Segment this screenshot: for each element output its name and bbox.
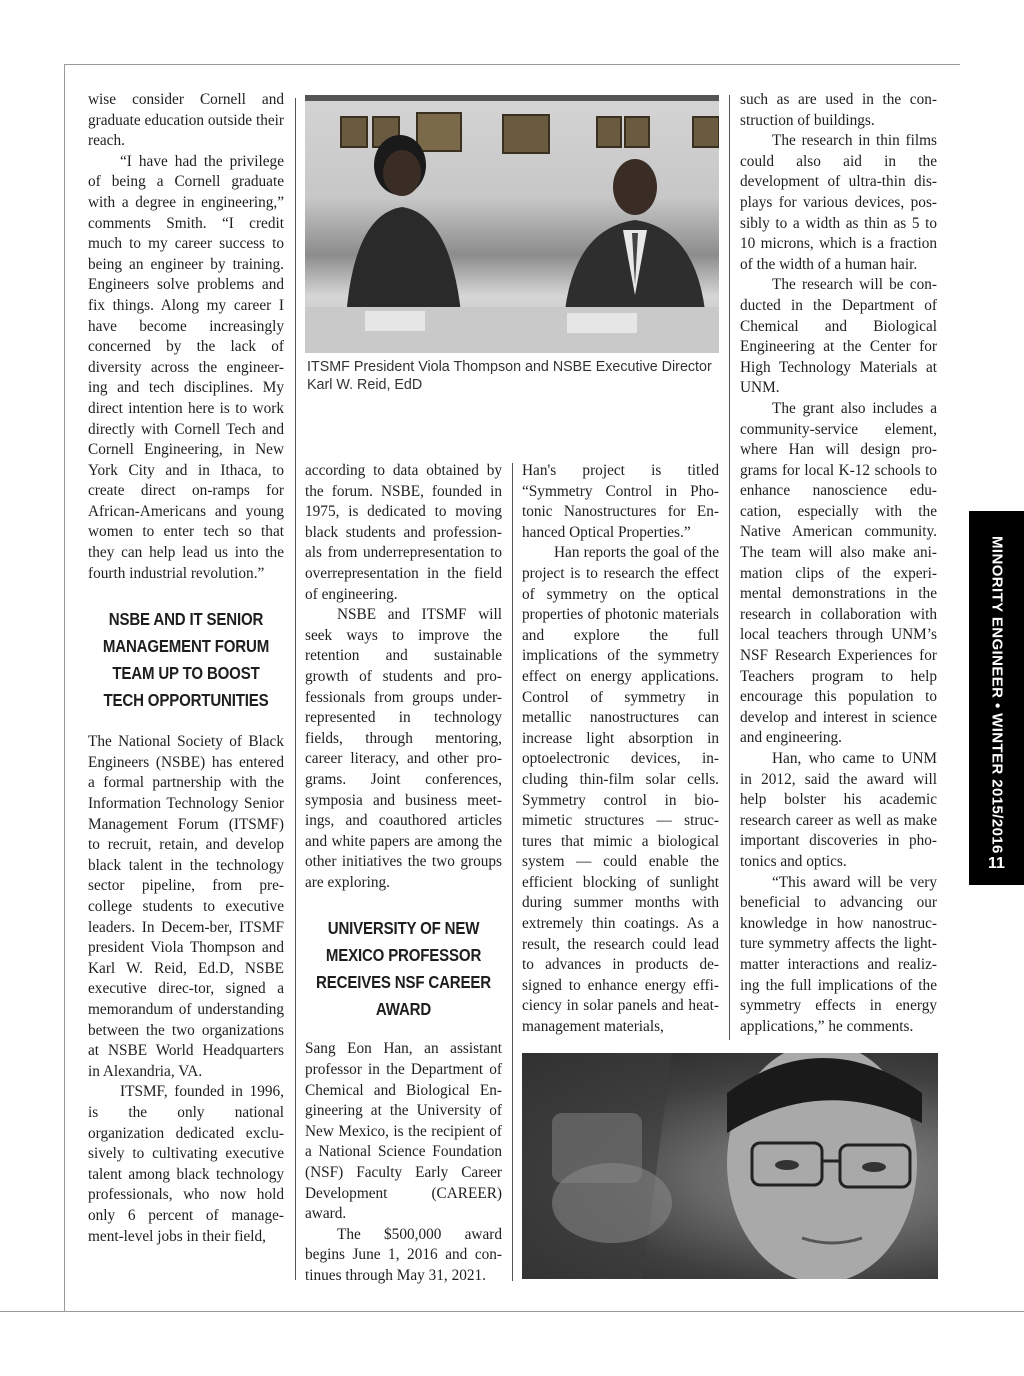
column-3 (522, 461, 719, 1038)
running-head: MINORITY ENGINEER • WINTER 2015/2016 (988, 536, 1006, 854)
column-divider-2 (512, 463, 513, 1281)
heading-nsbe-itsmf: NSBE AND IT SENIOR MANAGEMENT FORUM TEAM UP TO BOOST TECH OPPORTUNITIES (102, 609, 270, 711)
bottom-rule (0, 1311, 1024, 1312)
photo-sang-eon-han (522, 1053, 938, 1279)
col4-paragraph-6: “This award will be very beneficial to advancing our knowledge in how nanostruc-ture symmetry affects the light-matter interactions and realiz-ing the full implications of the symmetry effects in energy applications,” he comments. (740, 873, 937, 1035)
col3-paragraph-1: Han's project is titled “Symmetry Control in Pho-tonic Nanostructures for En-hanced Optical Properties.” (522, 462, 719, 541)
col2-paragraph-2: NSBE and ITSMF will seek ways to improve the retention and sustainable growth of students and pro-fessionals from groups under-represented in technology fields, through mentoring, career literacy, and other pro-grams. Joint conferences, symposia and business meet-ings, and coauthored articles and white papers are among the other initiatives the two groups are exploring. (305, 606, 502, 891)
col1-paragraph-1: wise consider Cornell and graduate education outside their reach. (88, 91, 284, 150)
column-2 (305, 461, 502, 1287)
col1-paragraph-3: The National Society of Black Engineers (NSBE) has entered a formal partnership with the Information Technology Senior Management Forum (ITSMF) to recruit, retain, and develop black talent in the technology sector pipeline, from pre-college students to executive leaders. In Decem-ber, ITSMF president Viola Thompson and Karl W. Reid, Ed.D, NSBE executive direc-tor, signed a memorandum of understanding between the two organizations at NSBE World Headquarters in Alexandria, VA. (88, 733, 284, 1080)
column-4 (740, 90, 937, 1037)
col4-paragraph-1: such as are used in the con-struction of buildings. (740, 91, 937, 129)
col4-paragraph-3: The research will be con-ducted in the Department of Chemical and Biological Engineering at the Center for High Technology Materials at UNM. (740, 276, 937, 397)
photo-thompson-reid-illustration (305, 95, 719, 353)
column-1 (88, 90, 284, 1247)
col3-paragraph-2: Han reports the goal of the project is to research the effect of symmetry on the optical properties of photonic materials and explore the full implications of the symmetry effect on energy applications. Control of symmetry in metallic nanostructures can increase light absorption in optoelectronic devices, in-cluding thin-film solar cells. Symmetry control in bio-mimetic structures — struc-tures that mimic a biological system — could enable the efficient blocking of sunlight during summer months with extremely thin coatings. As a result, the research could lead to advances in products de-signed to enhance energy effi-ciency in solar panels and heat-management materials, (522, 544, 719, 1036)
column-divider-3 (729, 95, 730, 1040)
col2-paragraph-4: The $500,000 award begins June 1, 2016 and con-tinues through May 31, 2021. (305, 1225, 502, 1284)
col2-paragraph-3: Sang Eon Han, an assistant professor in the Department of Chemical and Biological En-gineering at the University of New Mexico, is the recipient of a National Science Foundation (NSF) Faculty Early Career Development (CAREER) award. (305, 1040, 502, 1223)
photo-sang-eon-han-illustration (522, 1053, 938, 1279)
col4-paragraph-2: The research in thin films could also aid in the development of ultra-thin dis-plays for various devices, pos-sibly to a width as thin as 5 to 10 microns, which is a fraction of the width of a human hair. (740, 132, 937, 273)
col4-paragraph-4: The grant also includes a community-service element, where Han will design pro-grams for local K-12 schools to enhance nanoscience edu-cation, especially with the Native American community. The team will also make ani-mation clips of the experi-mental demonstrations in the research in collaboration with local teachers through UNM’s NSF Research Experiences for Teachers program to help encourage this population to develop and interest in science and engineering. (740, 399, 937, 747)
column-divider-1 (295, 98, 296, 1280)
col2-paragraph-1: according to data obtained by the forum. NSBE, founded in 1975, is dedicated to moving black students and profession-als from underrepresentation to overrepresentation in the field of engineering. (305, 462, 502, 603)
photo-caption: ITSMF President Viola Thompson and NSBE Executive Director Karl W. Reid, EdD (307, 359, 712, 393)
col1-paragraph-4: ITSMF, founded in 1996, is the only national organization dedicated exclu-sively to cultivating executive talent among black technology professionals, who now hold only 6 percent of manage-ment-level jobs in their field, (88, 1083, 284, 1245)
col4-paragraph-5: Han, who came to UNM in 2012, said the award will help bolster his academic research career as well as make important discoveries in pho-tonics and optics. (740, 750, 937, 870)
page-number: 11 (988, 855, 1005, 872)
col1-paragraph-2: “I have had the privilege of being a Cornell graduate with a degree in engineering,” comments Smith. “I credit much to my career success to being an engineer by training. Engineers solve problems and fix things. Along my career I have become increasingly concerned by the lack of diversity across the engineer-ing and tech disciplines. My direct intention here is to work directly with Cornell Tech and Cornell Engineering, in New York City and in Ithaca, to create direct on-ramps for African-Americans and young women to enter tech so that they can help lead us into the fourth industrial revolution.” (88, 152, 284, 582)
heading-unm-professor: UNIVERSITY OF NEW MEXICO PROFESSOR RECEIVES NSF CAREER AWARD (316, 918, 491, 1020)
photo-thompson-reid (305, 95, 719, 353)
